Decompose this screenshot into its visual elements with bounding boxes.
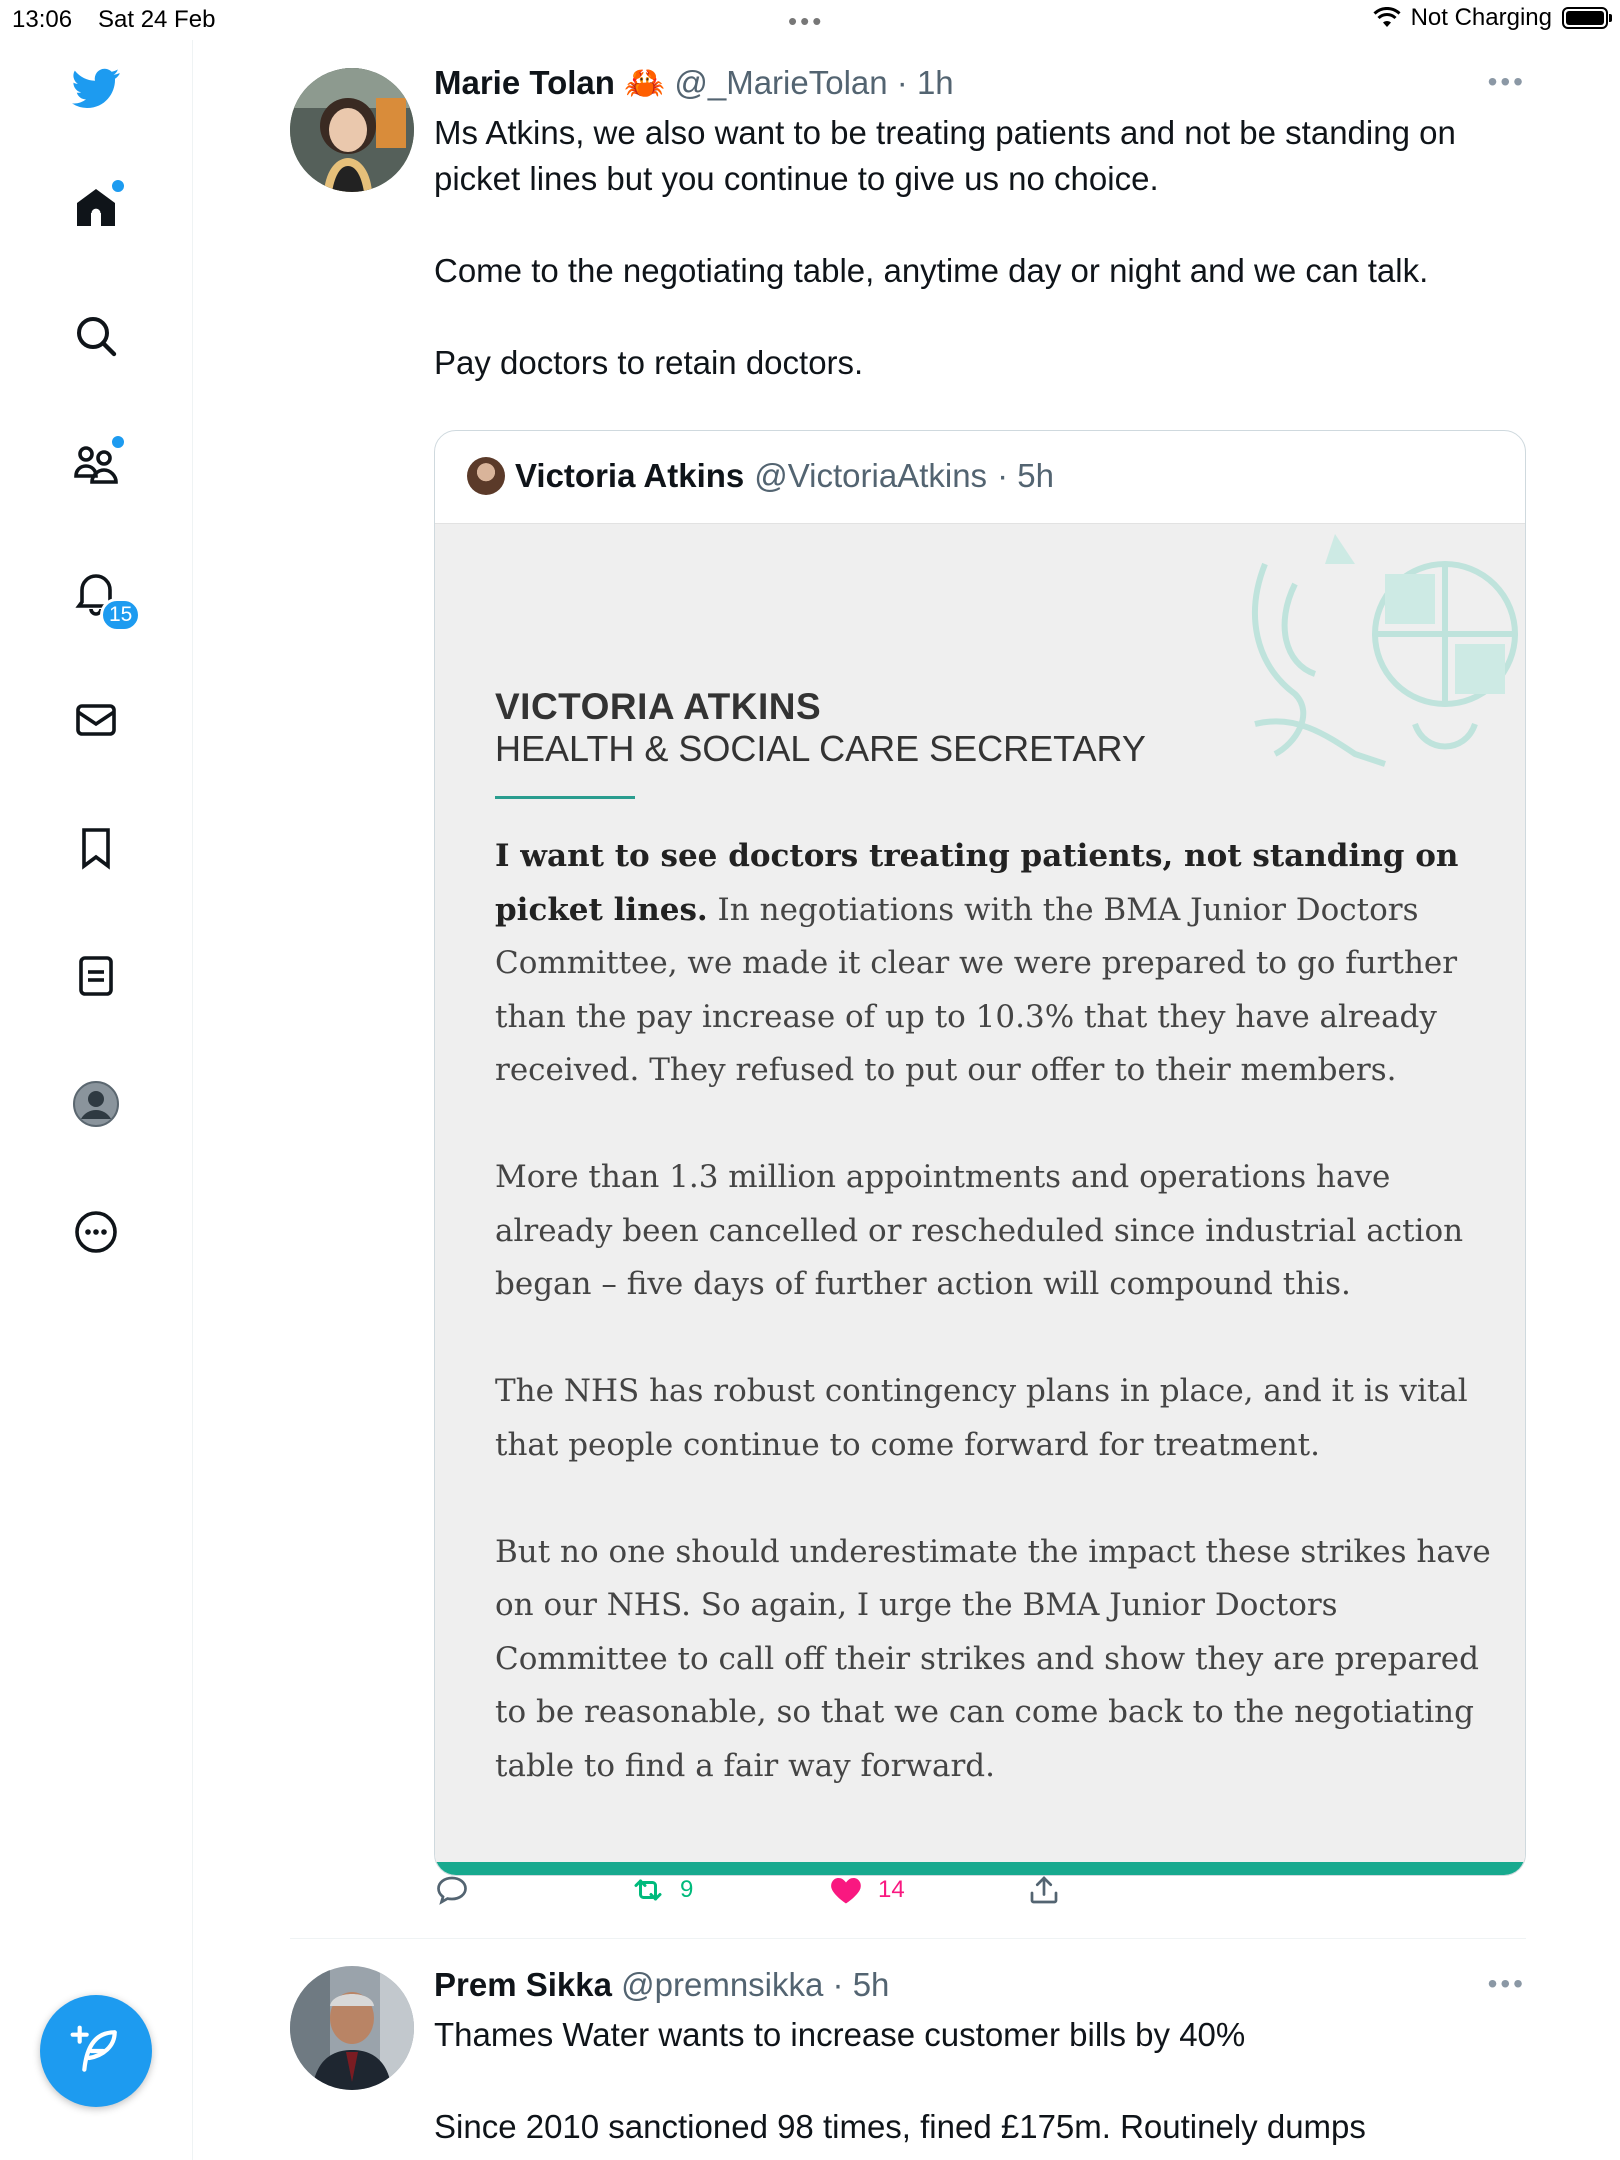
author-handle[interactable]: @_MarieTolan (674, 64, 888, 101)
statement-body (495, 830, 1495, 1793)
tweet-time[interactable]: · 5h (832, 1966, 890, 2003)
author-name[interactable]: Prem Sikka (434, 1966, 612, 2003)
retweet-icon (630, 1872, 666, 1908)
reply-icon (434, 1872, 470, 1908)
charging-status: Not Charging (1410, 4, 1552, 31)
tweet-text (434, 2012, 1514, 2150)
wifi-icon (1373, 7, 1401, 29)
statement-paragraph: The NHS has robust contingency plans in place, and it is vital that people continue to come forward for treatment. (495, 1373, 1468, 1463)
heart-icon (828, 1872, 864, 1908)
bookmarks-icon[interactable] (70, 822, 122, 874)
quote-header (467, 457, 1054, 495)
statement-role: HEALTH & SOCIAL CARE SECRETARY (495, 728, 1146, 769)
multitasking-dots[interactable]: ••• (788, 6, 825, 36)
statement-title: VICTORIA ATKINS (495, 686, 822, 727)
quote-avatar (467, 457, 505, 495)
tweet-header (434, 1966, 889, 2004)
lists-icon[interactable] (70, 950, 122, 1002)
status-time: 13:06 (12, 6, 73, 33)
notifications-badge: 15 (100, 598, 141, 632)
tweet-marie-tolan[interactable] (290, 64, 1526, 1924)
search-icon[interactable] (70, 310, 122, 362)
twitter-bird-icon[interactable] (70, 62, 122, 114)
tweet-paragraph: Thames Water wants to increase customer bills by 40% (434, 2016, 1246, 2053)
tweet-paragraph: Come to the negotiating table, anytime day or night and we can talk. (434, 252, 1429, 289)
more-icon[interactable] (70, 1206, 122, 1258)
retweet-button[interactable] (630, 1872, 693, 1908)
tweet-text (434, 110, 1514, 386)
statement-rule (495, 796, 635, 799)
tweet-prem-sikka[interactable] (290, 1966, 1526, 2160)
home-unread-dot (110, 178, 126, 194)
tweet-more-icon[interactable]: ••• (1487, 66, 1526, 97)
reply-button[interactable] (434, 1872, 470, 1908)
battery-icon (1562, 7, 1608, 29)
status-right (1373, 4, 1608, 32)
status-bar (0, 0, 1620, 40)
statement-paragraph: But no one should underestimate the impact these strikes have on our NHS. So again, I urge the BMA Junior Doctors Committee to call off their strikes and show they are prepared to be reasonable, so that we can come back to the negotiating table to find a fair way forward. (495, 1533, 1491, 1784)
quote-time: · 5h (997, 457, 1054, 494)
tweet-divider (290, 1938, 1526, 1939)
crab-emoji: 🦀 (624, 64, 666, 101)
tweet-paragraph: Pay doctors to retain doctors. (434, 344, 864, 381)
share-icon (1026, 1872, 1062, 1908)
tweet-paragraph: Since 2010 sanctioned 98 times, fined £175m. Routinely dumps (434, 2108, 1366, 2145)
status-date: Sat 24 Feb (98, 6, 216, 33)
tweet-time[interactable]: · 1h (896, 64, 954, 101)
statement-paragraph (495, 830, 1495, 1098)
statement-text: In negotiations with the BMA Junior Doctors Committee, we made it clear we were prepared to go further than the pay increase of up to 10.3% that they have already received. They refused to put our offer to their members. (495, 891, 1458, 1088)
communities-unread-dot (110, 434, 126, 450)
like-button[interactable] (828, 1872, 905, 1908)
tweet-actions (434, 1872, 1524, 1922)
messages-icon[interactable] (70, 694, 122, 746)
quote-author-handle: @VictoriaAtkins (754, 457, 988, 494)
quoted-tweet[interactable] (434, 430, 1526, 1876)
statement-image[interactable] (435, 523, 1525, 1876)
author-handle[interactable]: @premnsikka (621, 1966, 824, 2003)
avatar[interactable] (290, 1966, 414, 2090)
tweet-header (434, 64, 954, 103)
author-name[interactable]: Marie Tolan (434, 64, 615, 101)
compose-feather-icon (68, 2023, 124, 2079)
sidebar (0, 40, 193, 2160)
compose-tweet-button[interactable] (40, 1995, 152, 2107)
profile-icon[interactable] (70, 1078, 122, 1130)
royal-crest-icon (1235, 524, 1525, 784)
statement-lead: I want to see doctors treating patients, not standing on picket lines. (495, 838, 1459, 928)
communities-icon[interactable] (70, 438, 122, 490)
home-icon[interactable] (70, 182, 122, 234)
quote-author-name: Victoria Atkins (515, 457, 745, 494)
share-button[interactable] (1026, 1872, 1062, 1908)
like-count: 14 (878, 1876, 905, 1903)
retweet-count: 9 (680, 1876, 694, 1903)
avatar[interactable] (290, 68, 414, 192)
tweet-more-icon[interactable]: ••• (1487, 1968, 1526, 1999)
statement-paragraph: More than 1.3 million appointments and operations have already been cancelled or rescheduled since industrial action began – five days of further action will compound this. (495, 1159, 1464, 1302)
tweet-paragraph: Ms Atkins, we also want to be treating patients and not be standing on picket lines but you continue to give us no choice. (434, 114, 1456, 197)
